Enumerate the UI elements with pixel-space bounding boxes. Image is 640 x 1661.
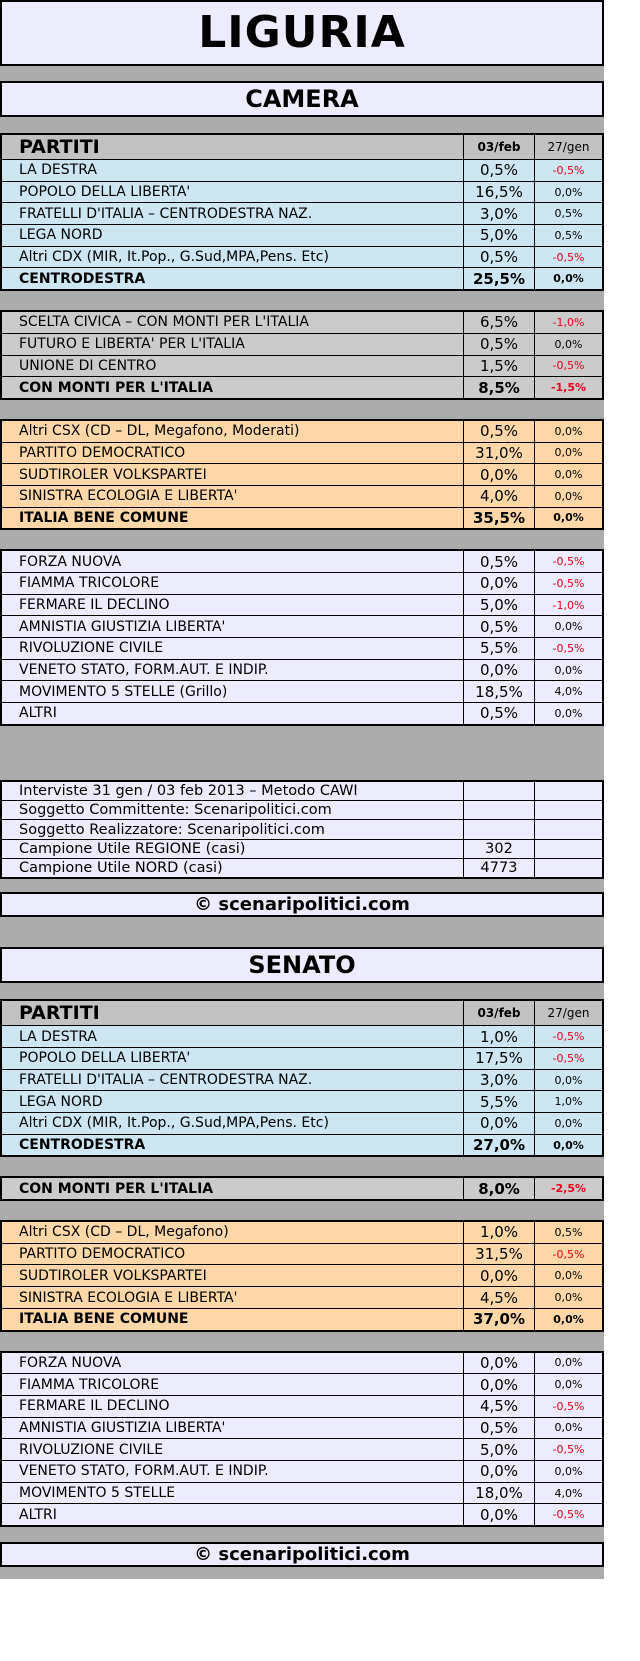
- divider: [0, 1157, 604, 1176]
- party-percent: 37,0%: [463, 1309, 534, 1330]
- party-name: ALTRI: [19, 1506, 57, 1523]
- party-group-lav: [0, 549, 604, 726]
- party-change: 0,0%: [534, 268, 602, 289]
- party-name: FORZA NUOVA: [19, 553, 122, 570]
- party-change: 1,0%: [534, 1091, 602, 1112]
- party-change: 4,0%: [534, 681, 602, 702]
- party-percent: 31,0%: [463, 443, 534, 464]
- senato-title: SENATO: [0, 947, 604, 983]
- party-change: -0,5%: [534, 356, 602, 377]
- party-percent: 8,5%: [463, 377, 534, 398]
- info-row: [2, 819, 602, 838]
- total-row: [2, 507, 602, 529]
- party-group-blue: [0, 133, 604, 291]
- party-change: 0,0%: [534, 443, 602, 464]
- party-row: [2, 421, 602, 442]
- table-header-row: [2, 1001, 602, 1025]
- party-name: VENETO STATO, FORM.AUT. E INDIP.: [19, 1463, 269, 1480]
- party-percent: 0,0%: [463, 1504, 534, 1525]
- party-change: 0,0%: [534, 421, 602, 442]
- party-percent: 31,5%: [463, 1244, 534, 1265]
- party-percent: 0,5%: [463, 551, 534, 572]
- party-percent: 3,0%: [463, 1070, 534, 1091]
- party-change: -0,5%: [534, 1026, 602, 1047]
- party-row: [2, 1047, 602, 1069]
- party-name: Altri CDX (MIR, It.Pop., G.Sud,MPA,Pens. Etc): [19, 249, 329, 266]
- divider: [0, 726, 604, 780]
- party-row: [2, 1353, 602, 1374]
- party-name: PARTITO DEMOCRATICO: [19, 444, 186, 461]
- camera-section: [0, 133, 604, 726]
- party-change: -0,5%: [534, 1048, 602, 1069]
- party-change: -0,5%: [534, 247, 602, 268]
- party-name: CENTRODESTRA: [19, 270, 146, 287]
- party-name: FERMARE IL DECLINO: [19, 1398, 170, 1415]
- party-percent: 18,5%: [463, 681, 534, 702]
- divider: [0, 879, 604, 892]
- info-label: Campione Utile REGIONE (casi): [19, 840, 246, 857]
- party-row: [2, 659, 602, 681]
- party-row: [2, 1090, 602, 1112]
- party-name: FRATELLI D'ITALIA – CENTRODESTRA NAZ.: [19, 205, 313, 222]
- party-row: [2, 485, 602, 507]
- party-percent: 0,0%: [463, 1265, 534, 1286]
- party-change: 0,0%: [534, 1418, 602, 1439]
- party-name: Altri CDX (MIR, It.Pop., G.Sud,MPA,Pens. Etc): [19, 1115, 329, 1132]
- party-change: 4,0%: [534, 1483, 602, 1504]
- total-row: [2, 267, 602, 289]
- party-percent: 27,0%: [463, 1135, 534, 1156]
- party-percent: 0,0%: [463, 464, 534, 485]
- party-change: -0,5%: [534, 1439, 602, 1460]
- party-percent: 5,0%: [463, 1439, 534, 1460]
- party-row: [2, 594, 602, 616]
- party-name: RIVOLUZIONE CIVILE: [19, 1441, 164, 1458]
- party-change: -0,5%: [534, 160, 602, 181]
- party-row: [2, 246, 602, 268]
- party-row: [2, 355, 602, 377]
- divider: [0, 1527, 604, 1542]
- party-group-orange: [0, 419, 604, 530]
- header-date-current: 03/feb: [463, 1001, 534, 1025]
- divider: [0, 917, 604, 947]
- party-name: LA DESTRA: [19, 1028, 97, 1045]
- party-name: AMNISTIA GIUSTIZIA LIBERTA': [19, 618, 226, 635]
- party-change: -0,5%: [534, 638, 602, 659]
- party-name: PARTITO DEMOCRATICO: [19, 1246, 186, 1263]
- header-parties-label: PARTITI: [19, 136, 100, 158]
- party-change: 0,5%: [534, 1222, 602, 1243]
- party-percent: 0,5%: [463, 616, 534, 637]
- party-percent: 0,0%: [463, 1374, 534, 1395]
- party-row: [2, 1112, 602, 1134]
- party-row: [2, 1417, 602, 1439]
- party-row: [2, 312, 602, 333]
- total-row: [2, 376, 602, 398]
- party-percent: 1,0%: [463, 1222, 534, 1243]
- party-group-grey: [0, 1176, 604, 1201]
- party-row: [2, 551, 602, 572]
- divider: [0, 66, 604, 81]
- empty-cell: [534, 840, 602, 858]
- empty-cell: [534, 820, 602, 838]
- party-percent: 5,5%: [463, 1091, 534, 1112]
- divider: [0, 530, 604, 549]
- party-name: POPOLO DELLA LIBERTA': [19, 1050, 191, 1067]
- party-name: POPOLO DELLA LIBERTA': [19, 184, 191, 201]
- party-change: 0,0%: [534, 660, 602, 681]
- party-change: 0,0%: [534, 486, 602, 507]
- empty-cell: [534, 801, 602, 819]
- party-percent: 0,0%: [463, 573, 534, 594]
- party-name: FERMARE IL DECLINO: [19, 597, 170, 614]
- party-change: -0,5%: [534, 551, 602, 572]
- party-change: -0,5%: [534, 1244, 602, 1265]
- party-percent: 8,0%: [463, 1178, 534, 1199]
- party-change: 0,0%: [534, 1287, 602, 1308]
- party-name: FUTURO E LIBERTA' PER L'ITALIA: [19, 336, 245, 353]
- party-percent: 0,5%: [463, 1418, 534, 1439]
- party-change: -2,5%: [534, 1178, 602, 1199]
- party-percent: 5,0%: [463, 595, 534, 616]
- party-name: AMNISTIA GIUSTIZIA LIBERTA': [19, 1419, 226, 1436]
- info-label: Soggetto Committente: Scenaripolitici.com: [19, 802, 332, 819]
- party-percent: 0,5%: [463, 421, 534, 442]
- party-change: -0,5%: [534, 573, 602, 594]
- party-percent: 17,5%: [463, 1048, 534, 1069]
- party-name: ITALIA BENE COMUNE: [19, 1311, 189, 1328]
- party-percent: 0,5%: [463, 334, 534, 355]
- header-date-previous: 27/gen: [534, 135, 602, 159]
- total-row: [2, 1178, 602, 1199]
- party-percent: 1,0%: [463, 1026, 534, 1047]
- party-row: [2, 159, 602, 181]
- party-row: [2, 702, 602, 724]
- party-row: [2, 1503, 602, 1525]
- party-name: LEGA NORD: [19, 227, 103, 244]
- party-percent: 5,0%: [463, 225, 534, 246]
- party-row: [2, 1069, 602, 1091]
- party-change: -0,5%: [534, 1396, 602, 1417]
- party-change: 0,5%: [534, 225, 602, 246]
- party-row: [2, 333, 602, 355]
- party-name: FIAMMA TRICOLORE: [19, 575, 160, 592]
- info-label: Soggetto Realizzatore: Scenaripolitici.com: [19, 821, 325, 838]
- party-row: [2, 224, 602, 246]
- party-row: [2, 1286, 602, 1308]
- info-value: 302: [463, 840, 534, 858]
- party-row: [2, 572, 602, 594]
- party-change: 0,0%: [534, 1070, 602, 1091]
- party-name: VENETO STATO, FORM.AUT. E INDIP.: [19, 662, 269, 679]
- info-value: [463, 801, 534, 819]
- party-row: [2, 637, 602, 659]
- party-percent: 18,0%: [463, 1483, 534, 1504]
- party-name: UNIONE DI CENTRO: [19, 357, 157, 374]
- party-percent: 6,5%: [463, 312, 534, 333]
- info-label: Interviste 31 gen / 03 feb 2013 – Metodo CAWI: [19, 782, 358, 799]
- party-name: FRATELLI D'ITALIA – CENTRODESTRA NAZ.: [19, 1072, 313, 1089]
- party-name: LA DESTRA: [19, 162, 97, 179]
- divider: [0, 1567, 604, 1579]
- party-name: SUDTIROLER VOLKSPARTEI: [19, 466, 207, 483]
- party-change: 0,0%: [534, 1113, 602, 1134]
- party-percent: 0,5%: [463, 247, 534, 268]
- party-group-orange: [0, 1220, 604, 1331]
- party-name: RIVOLUZIONE CIVILE: [19, 640, 164, 657]
- party-row: [2, 181, 602, 203]
- party-change: 0,0%: [534, 1265, 602, 1286]
- party-change: -1,0%: [534, 595, 602, 616]
- party-percent: 0,0%: [463, 1461, 534, 1482]
- info-row: [2, 782, 602, 800]
- party-row: [2, 1438, 602, 1460]
- party-change: 0,0%: [534, 508, 602, 529]
- party-change: 0,0%: [534, 1374, 602, 1395]
- empty-cell: [534, 859, 602, 877]
- party-change: 0,5%: [534, 203, 602, 224]
- party-percent: 4,0%: [463, 486, 534, 507]
- party-row: [2, 1373, 602, 1395]
- party-name: FORZA NUOVA: [19, 1354, 122, 1371]
- party-percent: 16,5%: [463, 182, 534, 203]
- party-percent: 3,0%: [463, 203, 534, 224]
- party-percent: 0,0%: [463, 660, 534, 681]
- party-name: MOVIMENTO 5 STELLE: [19, 1485, 176, 1502]
- party-percent: 35,5%: [463, 508, 534, 529]
- survey-info-table: [0, 780, 604, 879]
- party-row: [2, 1222, 602, 1243]
- party-percent: 4,5%: [463, 1396, 534, 1417]
- party-row: [2, 1025, 602, 1047]
- party-change: 0,0%: [534, 1461, 602, 1482]
- info-value: [463, 782, 534, 800]
- party-name: ALTRI: [19, 705, 57, 722]
- party-row: [2, 680, 602, 702]
- party-percent: 4,5%: [463, 1287, 534, 1308]
- party-name: LEGA NORD: [19, 1093, 103, 1110]
- party-row: [2, 615, 602, 637]
- divider: [0, 400, 604, 419]
- header-date-current: 03/feb: [463, 135, 534, 159]
- party-percent: 0,0%: [463, 1113, 534, 1134]
- party-percent: 1,5%: [463, 356, 534, 377]
- party-percent: 0,5%: [463, 160, 534, 181]
- party-name: SUDTIROLER VOLKSPARTEI: [19, 1267, 207, 1284]
- header-date-previous: 27/gen: [534, 1001, 602, 1025]
- info-value: 4773: [463, 859, 534, 877]
- party-change: 0,0%: [534, 616, 602, 637]
- region-title: LIGURIA: [0, 0, 604, 66]
- party-name: CON MONTI PER L'ITALIA: [19, 379, 214, 396]
- party-row: [2, 1395, 602, 1417]
- party-row: [2, 442, 602, 464]
- info-value: [463, 820, 534, 838]
- camera-title: CAMERA: [0, 81, 604, 117]
- party-change: 0,0%: [534, 182, 602, 203]
- party-row: [2, 202, 602, 224]
- table-header-row: [2, 135, 602, 159]
- party-change: 0,0%: [534, 703, 602, 724]
- party-row: [2, 463, 602, 485]
- info-row: [2, 858, 602, 877]
- party-percent: 0,0%: [463, 1353, 534, 1374]
- party-change: 0,0%: [534, 1309, 602, 1330]
- party-name: CON MONTI PER L'ITALIA: [19, 1180, 214, 1197]
- total-row: [2, 1134, 602, 1156]
- party-change: 0,0%: [534, 334, 602, 355]
- divider: [0, 1332, 604, 1351]
- party-name: FIAMMA TRICOLORE: [19, 1376, 160, 1393]
- party-percent: 0,5%: [463, 703, 534, 724]
- party-name: SINISTRA ECOLOGIA E LIBERTA': [19, 1289, 238, 1306]
- divider: [0, 1201, 604, 1220]
- party-change: -0,5%: [534, 1504, 602, 1525]
- info-row: [2, 800, 602, 819]
- senato-section: [0, 999, 604, 1527]
- divider: [0, 291, 604, 310]
- divider: [0, 983, 604, 999]
- party-change: 0,0%: [534, 1135, 602, 1156]
- party-row: [2, 1264, 602, 1286]
- party-change: -1,0%: [534, 312, 602, 333]
- party-row: [2, 1482, 602, 1504]
- copyright-footer: © scenaripolitici.com: [0, 892, 604, 917]
- party-row: [2, 1243, 602, 1265]
- party-change: 0,0%: [534, 1353, 602, 1374]
- header-parties-label: PARTITI: [19, 1002, 100, 1025]
- party-name: MOVIMENTO 5 STELLE (Grillo): [19, 683, 228, 700]
- party-name: Altri CSX (CD – DL, Megafono, Moderati): [19, 423, 300, 440]
- divider: [0, 117, 604, 133]
- party-name: SCELTA CIVICA – CON MONTI PER L'ITALIA: [19, 314, 309, 331]
- info-label: Campione Utile NORD (casi): [19, 860, 223, 877]
- party-percent: 5,5%: [463, 638, 534, 659]
- party-change: 0,0%: [534, 464, 602, 485]
- party-row: [2, 1460, 602, 1482]
- info-row: [2, 839, 602, 858]
- party-percent: 25,5%: [463, 268, 534, 289]
- party-change: -1,5%: [534, 377, 602, 398]
- party-name: ITALIA BENE COMUNE: [19, 509, 189, 526]
- total-row: [2, 1308, 602, 1330]
- party-name: CENTRODESTRA: [19, 1137, 146, 1154]
- party-name: Altri CSX (CD – DL, Megafono): [19, 1224, 229, 1241]
- party-group-lav: [0, 1351, 604, 1528]
- copyright-footer: © scenaripolitici.com: [0, 1542, 604, 1567]
- party-group-grey: [0, 310, 604, 400]
- party-group-blue: [0, 999, 604, 1157]
- party-name: SINISTRA ECOLOGIA E LIBERTA': [19, 488, 238, 505]
- empty-cell: [534, 782, 602, 800]
